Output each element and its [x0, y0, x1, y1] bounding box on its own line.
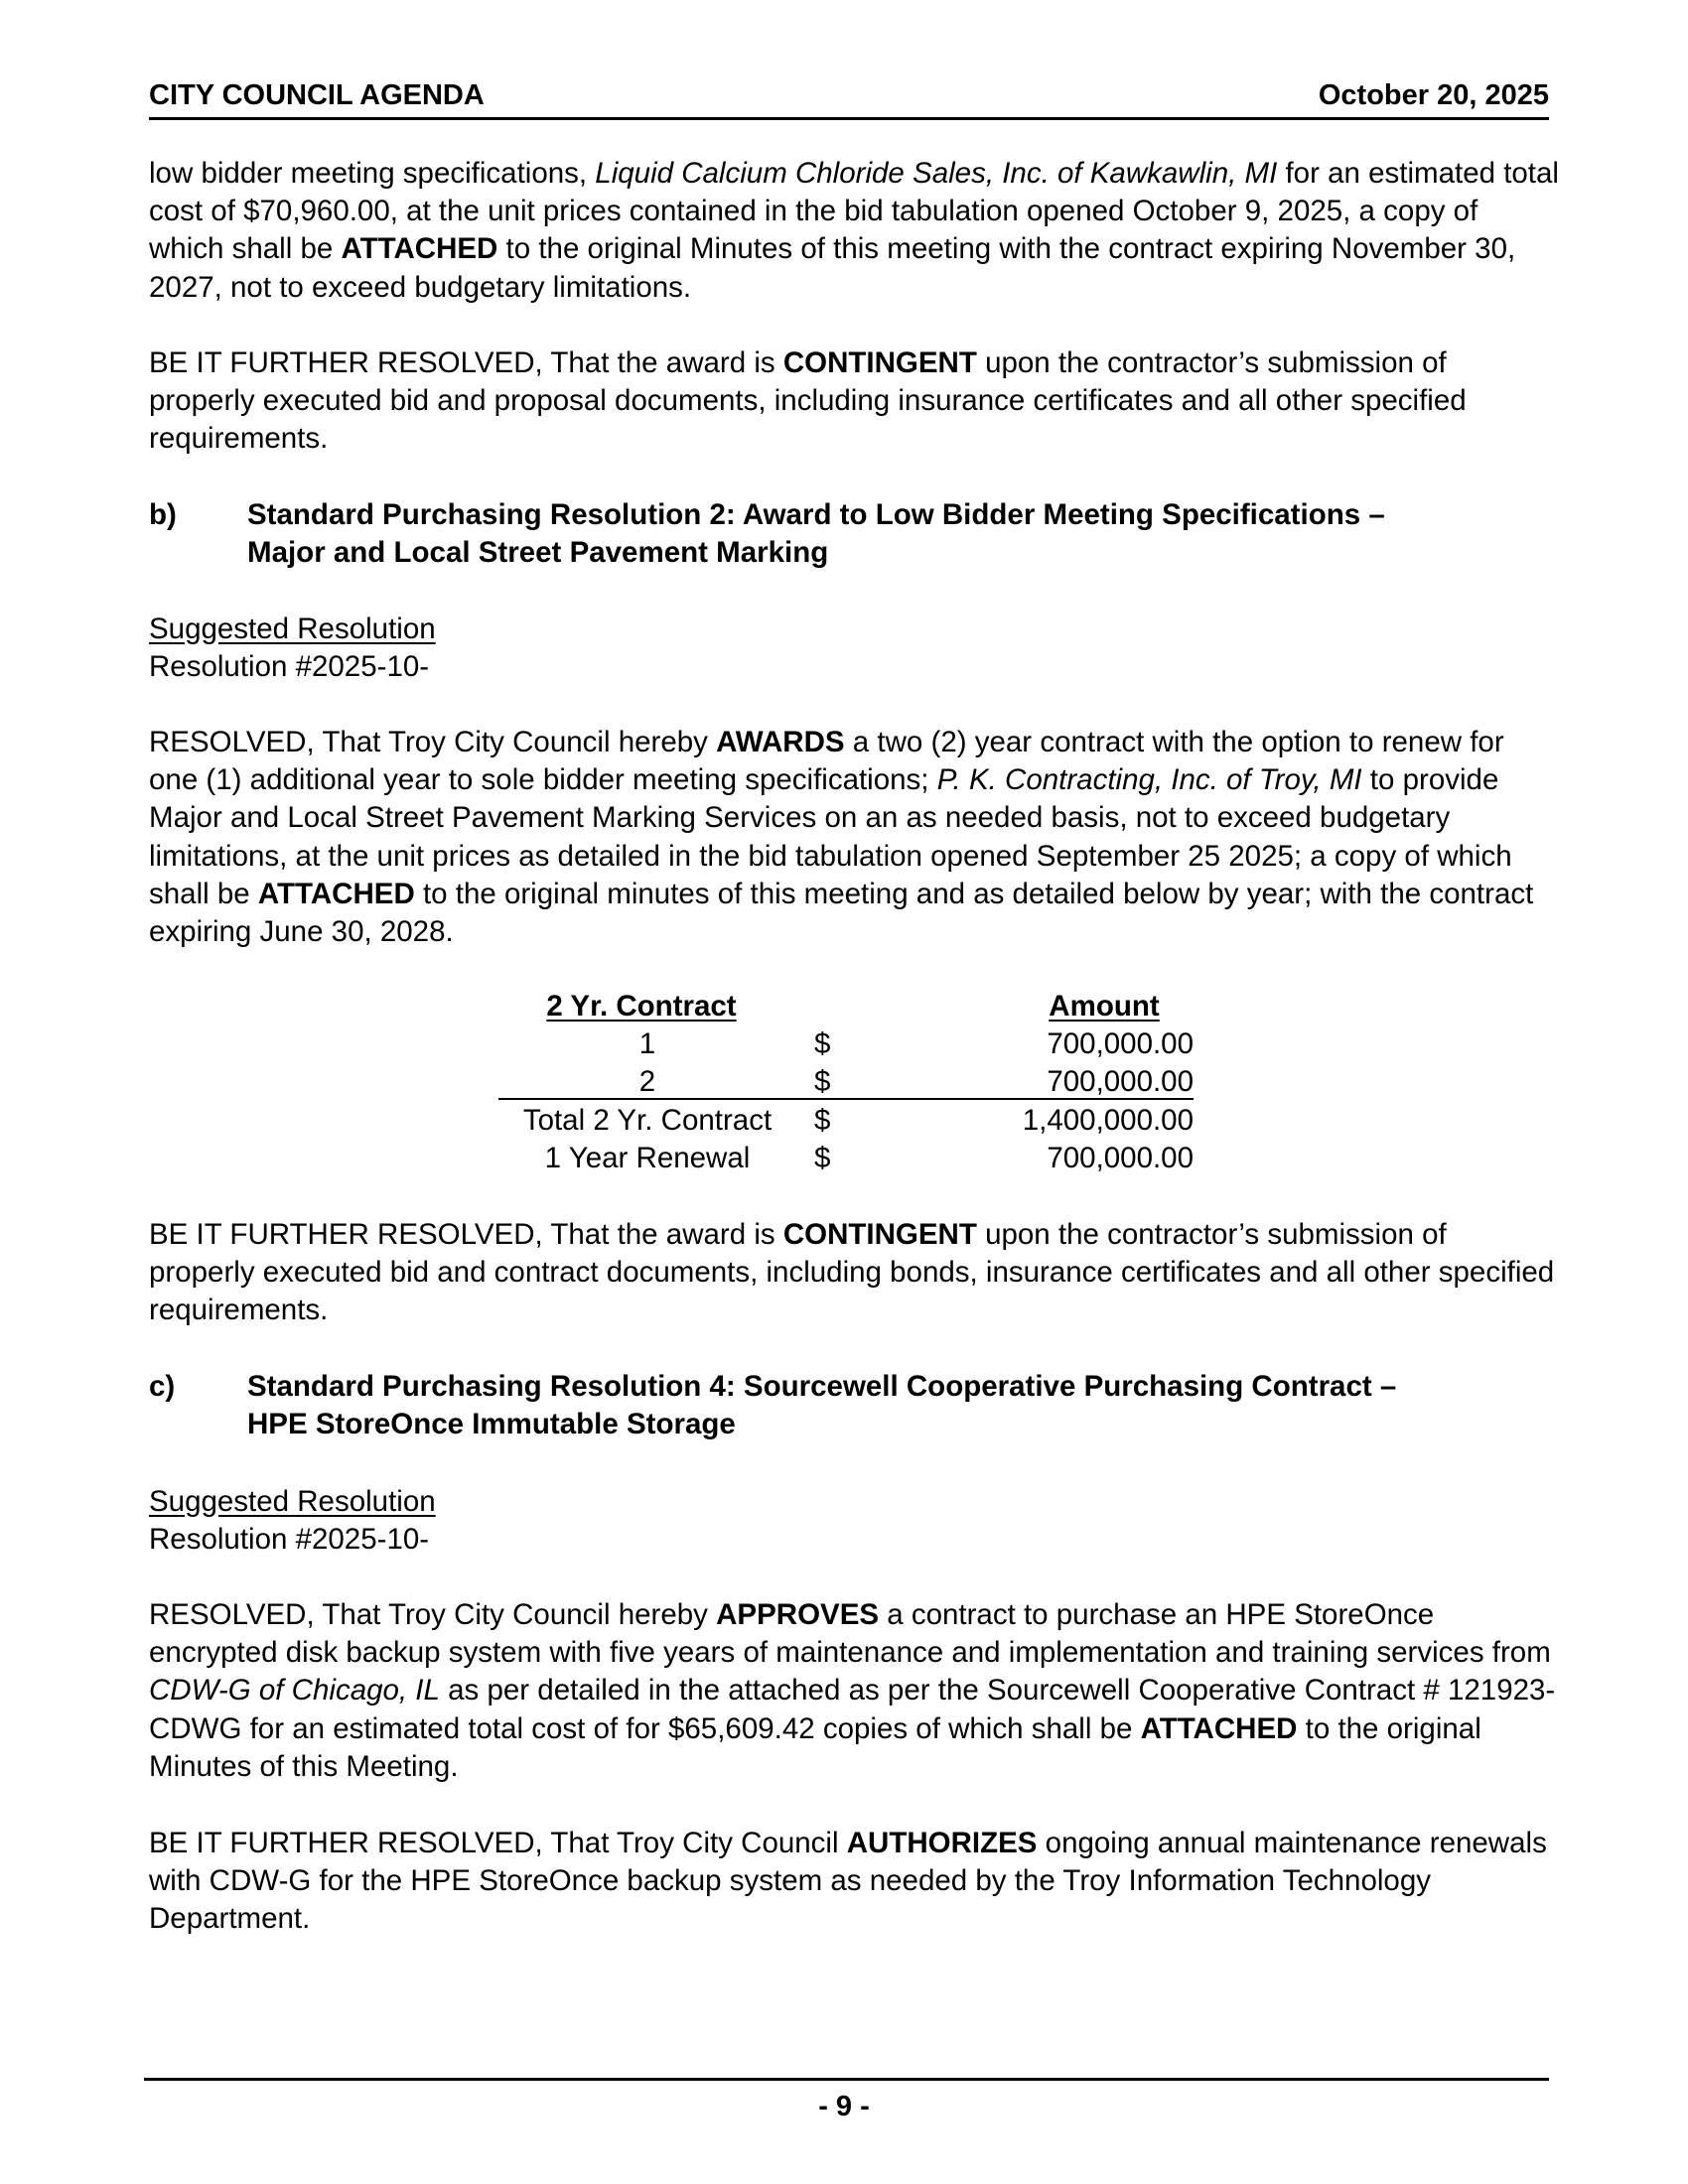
item-b-suggested-resolution — [149, 611, 1559, 686]
column-header-amount: Amount — [1049, 990, 1160, 1023]
intro-further-resolved: BE IT FURTHER RESOLVED, That the award is CONTINGENT upon the contractor’s submission of properly executed bid and proposal documents, including insurance certificates and all other specified requirements. — [149, 346, 1467, 456]
resolution-number: Resolution #2025-10- — [149, 1523, 430, 1557]
document-title: CITY COUNCIL AGENDA — [149, 79, 485, 111]
contract-amount-table — [498, 988, 1194, 1177]
vendor-name: P. K. Contracting, Inc. of Troy, MI — [936, 763, 1362, 797]
table-row: 1 $ 700,000.00 — [638, 1027, 1194, 1061]
item-c-heading — [149, 1368, 1559, 1447]
emphasis-attached: ATTACHED — [341, 232, 498, 266]
item-b-heading — [149, 496, 1559, 576]
item-title: Standard Purchasing Resolution 4: Sourcewell Cooperative Purchasing Contract – HPE StoreOnce Immutable Storage — [247, 1370, 1397, 1441]
vendor-name: CDW-G of Chicago, IL — [149, 1674, 440, 1707]
suggested-resolution-label: Suggested Resolution — [149, 613, 436, 645]
footer-rule — [144, 2078, 1549, 2081]
suggested-resolution-label: Suggested Resolution — [149, 1485, 436, 1518]
intro-paragraph: low bidder meeting specifications, Liquid Calcium Chloride Sales, Inc. of Kawkawlin, MI for an estimated total cost of $70,960.00, at the unit prices contained in the bid tabulation opened October 9, 2025, a copy of which shall be ATTACHED to the original Minutes of this meeting with the contract expiring November 30, 2027, not to exceed budgetary limitations. — [149, 157, 1559, 304]
table-row-total: Total 2 Yr. Contract $ 1,400,000.00 — [522, 1103, 1194, 1137]
page-header — [149, 79, 1549, 120]
item-c-suggested-resolution — [149, 1483, 1559, 1559]
item-c-resolved: RESOLVED, That Troy City Council hereby APPROVES a contract to purchase an HPE StoreOnce encrypted disk backup system with five years of maintenance and implementation and training services from CDW-G of Chicago, IL as per detailed in the attached as per the Sourcewell Cooperative Contract # 121923-CDWG for an estimated total cost of for $65,609.42 copies of which shall be ATTACHED to the original Minutes of this Meeting. — [149, 1598, 1556, 1783]
page-number: - 9 - — [818, 2091, 870, 2122]
item-letter: c) — [149, 1370, 176, 1403]
agenda-date: October 20, 2025 — [1318, 79, 1549, 111]
emphasis-contingent: CONTINGENT — [782, 346, 977, 379]
item-c-further-resolved: BE IT FURTHER RESOLVED, That Troy City Council AUTHORIZES ongoing annual maintenance renewals with CDW-G for the HPE StoreOnce backup system as needed by the Troy Information Technology Department. — [149, 1827, 1547, 1936]
table-row: 1 Year Renewal $ 700,000.00 — [544, 1141, 1194, 1174]
resolution-number: Resolution #2025-10- — [149, 650, 430, 684]
vendor-name: Liquid Calcium Chloride Sales, Inc. of Kawkawlin, MI — [595, 157, 1278, 190]
column-header-contract: 2 Yr. Contract — [546, 990, 737, 1023]
item-letter: b) — [149, 498, 177, 531]
table-header-row — [498, 988, 1194, 1025]
table-row: 2 $ 700,000.00 — [498, 1063, 1194, 1101]
item-title: Standard Purchasing Resolution 2: Award to Low Bidder Meeting Specifications – Major and Local Street Pavement Marking — [247, 498, 1385, 570]
item-b-further-resolved: BE IT FURTHER RESOLVED, That the award is CONTINGENT upon the contractor’s submission of properly executed bid and contract documents, including bonds, insurance certificates and all other specified requirements. — [149, 1218, 1555, 1327]
subtotal-rule — [498, 1098, 1194, 1100]
item-b-resolved: RESOLVED, That Troy City Council hereby AWARDS a two (2) year contract with the option to renew for one (1) additional year to sole bidder meeting specifications; P. K. Contracting, Inc. of Troy, MI to provide Major and Local Street Pavement Marking Services on an as needed basis, not to exceed budgetary limitations, at the unit prices as detailed in the bid tabulation opened September 25 2025; a copy of which shall be ATTACHED to the original minutes of this meeting and as detailed below by year; with the contract expiring June 30, 2028. — [149, 726, 1534, 949]
